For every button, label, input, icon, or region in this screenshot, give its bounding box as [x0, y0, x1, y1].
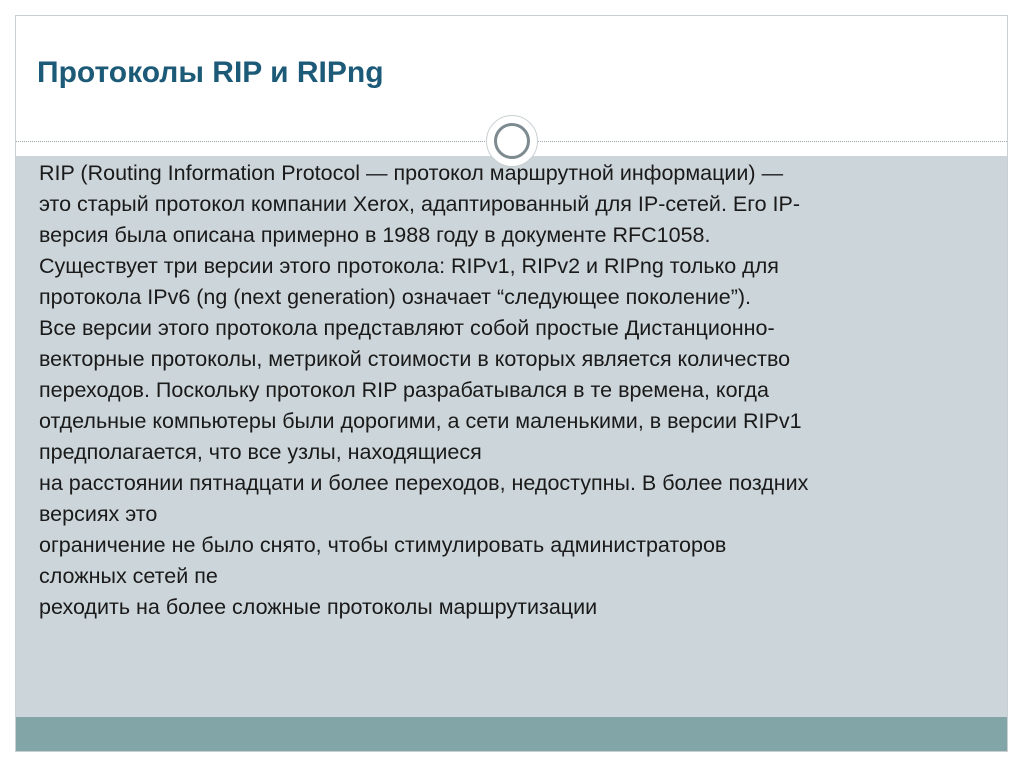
body-line: сложных сетей пе [39, 564, 218, 588]
ring-inner [494, 123, 530, 159]
slide [15, 15, 1008, 752]
footer-band [16, 717, 1007, 752]
body-line: векторные протоколы, метрикой стоимости в которых является количество [39, 347, 791, 371]
body-line: предполагается, что все узлы, находящиеся [39, 440, 482, 464]
body-line: версиях это [39, 502, 158, 526]
body-line: ограничение не было снято, чтобы стимулировать администраторов [39, 533, 727, 557]
body-line: переходов. Поскольку протокол RIP разрабатывался в те времена, когда [39, 378, 769, 402]
body-line: протокола IPv6 (ng (next generation) означает “следующее поколение”). [39, 285, 752, 309]
body-line: это старый протокол компании Xerox, адаптированный для IP-сетей. Его IP- [39, 192, 801, 216]
slide-title: Протоколы RIP и RIPng [37, 56, 384, 89]
body-line: версия была описана примерно в 1988 году в документе RFC1058. [39, 223, 711, 247]
body-line: Существует три версии этого протокола: RIPv1, RIPv2 и RIPng только для [39, 254, 779, 278]
body-line: Все версии этого протокола представляют собой простые Дистанционно- [39, 316, 775, 340]
body-line: RIP (Routing Information Protocol — протокол маршрутной информации) — [39, 161, 784, 185]
body-line: на расстоянии пятнадцати и более переходов, недоступны. В более поздних [39, 471, 809, 495]
body-text [39, 158, 974, 623]
body-line: реходить на более сложные протоколы маршрутизации [39, 595, 598, 619]
body-line: отдельные компьютеры были дорогими, а сети маленькими, в версии RIPv1 [39, 409, 802, 433]
